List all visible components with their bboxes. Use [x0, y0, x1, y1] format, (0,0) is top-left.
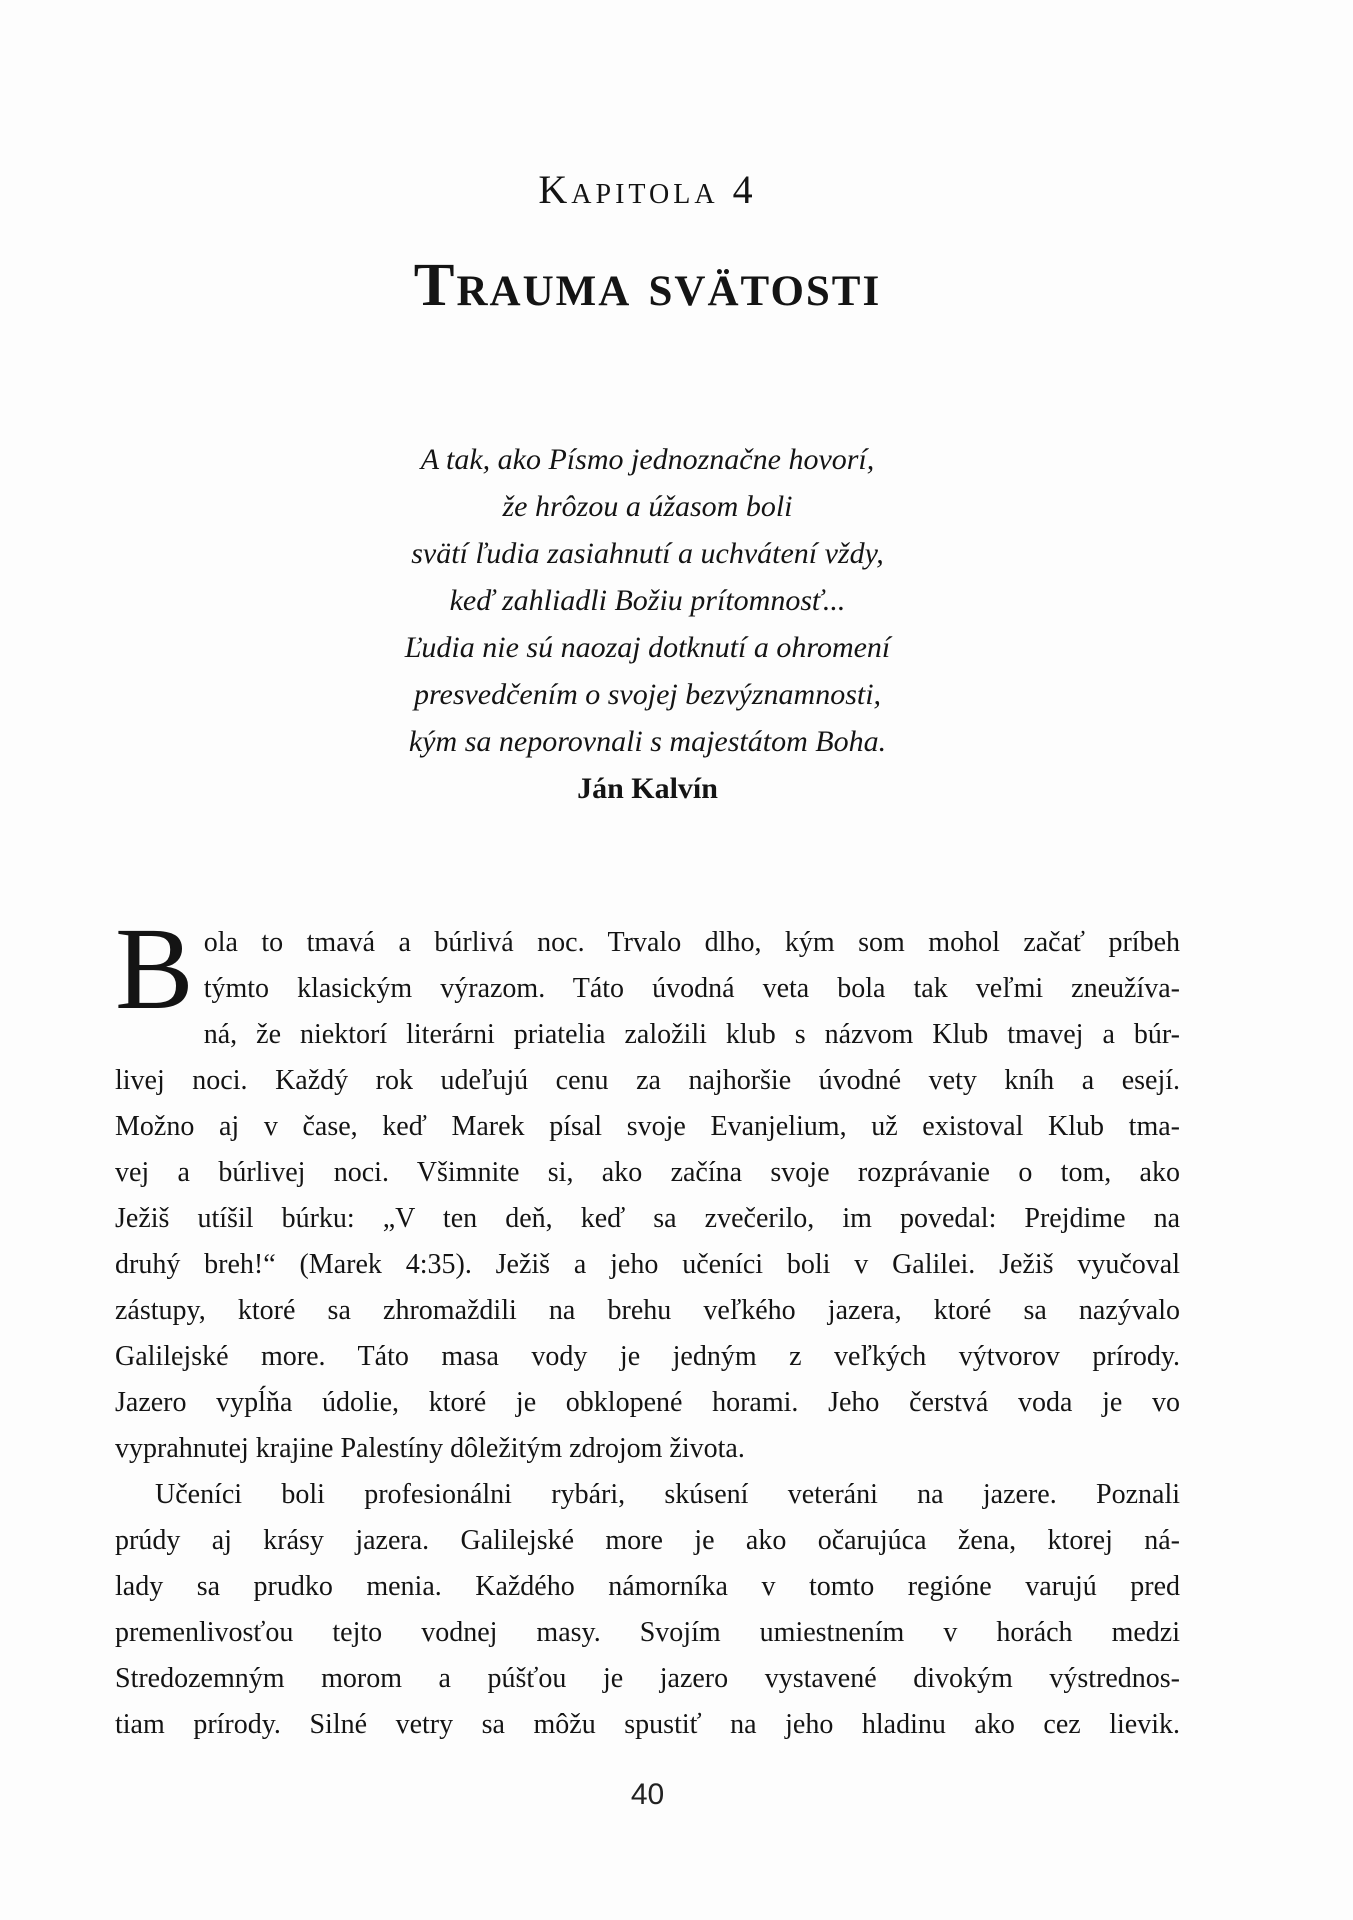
body-line: vej a búrlivej noci. Všimnite si, ako začína svoje rozprávanie o tom, ako — [115, 1157, 1180, 1188]
body-line: zástupy, ktoré sa zhromaždili na brehu veľkého jazera, ktoré sa nazývalo — [115, 1295, 1180, 1326]
body-line: Jazero vypĺňa údolie, ktoré je obklopené horami. Jeho čerstvá voda je vo — [115, 1387, 1180, 1418]
body-line: tiam prírody. Silné vetry sa môžu spustiť na jeho hladinu ako cez lievik. — [115, 1709, 1180, 1740]
epigraph-line: Ľudia nie sú naozaj dotknutí a ohromení — [404, 631, 891, 664]
epigraph-line: presvedčením o svojej bezvýznamnosti, — [413, 678, 882, 711]
page-number: 40 — [630, 1778, 665, 1811]
epigraph-line: keď zahliadli Božiu prítomnosť... — [449, 584, 846, 617]
epigraph-line: A tak, ako Písmo jednoznačne hovorí, — [420, 443, 875, 476]
body-line: livej noci. Každý rok udeľujú cenu za najhoršie úvodné vety kníh a esejí. — [115, 1065, 1180, 1096]
paragraph — [115, 903, 1180, 1472]
body-line: druhý breh!“ (Marek 4:35). Ježiš a jeho učeníci boli v Galilei. Ježiš vyučoval — [115, 1249, 1180, 1280]
body-line: Možno aj v čase, keď Marek písal svoje Evanjelium, už existoval Klub tma- — [115, 1111, 1180, 1142]
body-line: lady sa prudko menia. Každého námorníka v tomto regióne varujú pred — [115, 1571, 1180, 1602]
body-line: ná, že niektorí literárni priatelia založili klub s názvom Klub tmavej a búr- — [203, 1019, 1180, 1050]
epigraph — [115, 436, 1180, 812]
body-line: Učeníci boli profesionálni rybári, skúsení veteráni na jazere. Poznali — [155, 1479, 1180, 1510]
drop-cap: B — [115, 903, 194, 1034]
body-line: prúdy aj krásy jazera. Galilejské more je ako očarujúca žena, ktorej ná- — [115, 1525, 1180, 1556]
paragraph — [115, 1472, 1180, 1748]
body-line: ola to tmavá a búrlivá noc. Trvalo dlho, kým som mohol začať príbeh — [203, 927, 1180, 958]
body-line: premenlivosťou tejto vodnej masy. Svojím umiestnením v horách medzi — [115, 1617, 1180, 1648]
page-content — [115, 0, 1180, 1748]
body-line: Stredozemným morom a púšťou je jazero vystavené divokým výstrednos- — [115, 1663, 1180, 1694]
body-line: Galilejské more. Táto masa vody je jedným z veľkých výtvorov prírody. — [115, 1341, 1180, 1372]
body-line: Ježiš utíšil búrku: „V ten deň, keď sa zvečerilo, im povedal: Prejdime na — [115, 1203, 1180, 1234]
body-line: týmto klasickým výrazom. Táto úvodná veta bola tak veľmi zneužíva- — [203, 973, 1180, 1004]
epigraph-attribution: Ján Kalvín — [577, 772, 718, 805]
epigraph-line: svätí ľudia zasiahnutí a uchvátení vždy, — [411, 537, 884, 570]
epigraph-line: že hrôzou a úžasom boli — [502, 490, 793, 523]
body-text — [115, 903, 1180, 1748]
page-title: Trauma svätosti — [413, 252, 882, 319]
epigraph-line: kým sa neporovnali s majestátom Boha. — [408, 725, 887, 758]
chapter-label: Kapitola 4 — [538, 167, 757, 212]
body-line: vyprahnutej krajine Palestíny dôležitým zdrojom života. — [115, 1433, 745, 1464]
